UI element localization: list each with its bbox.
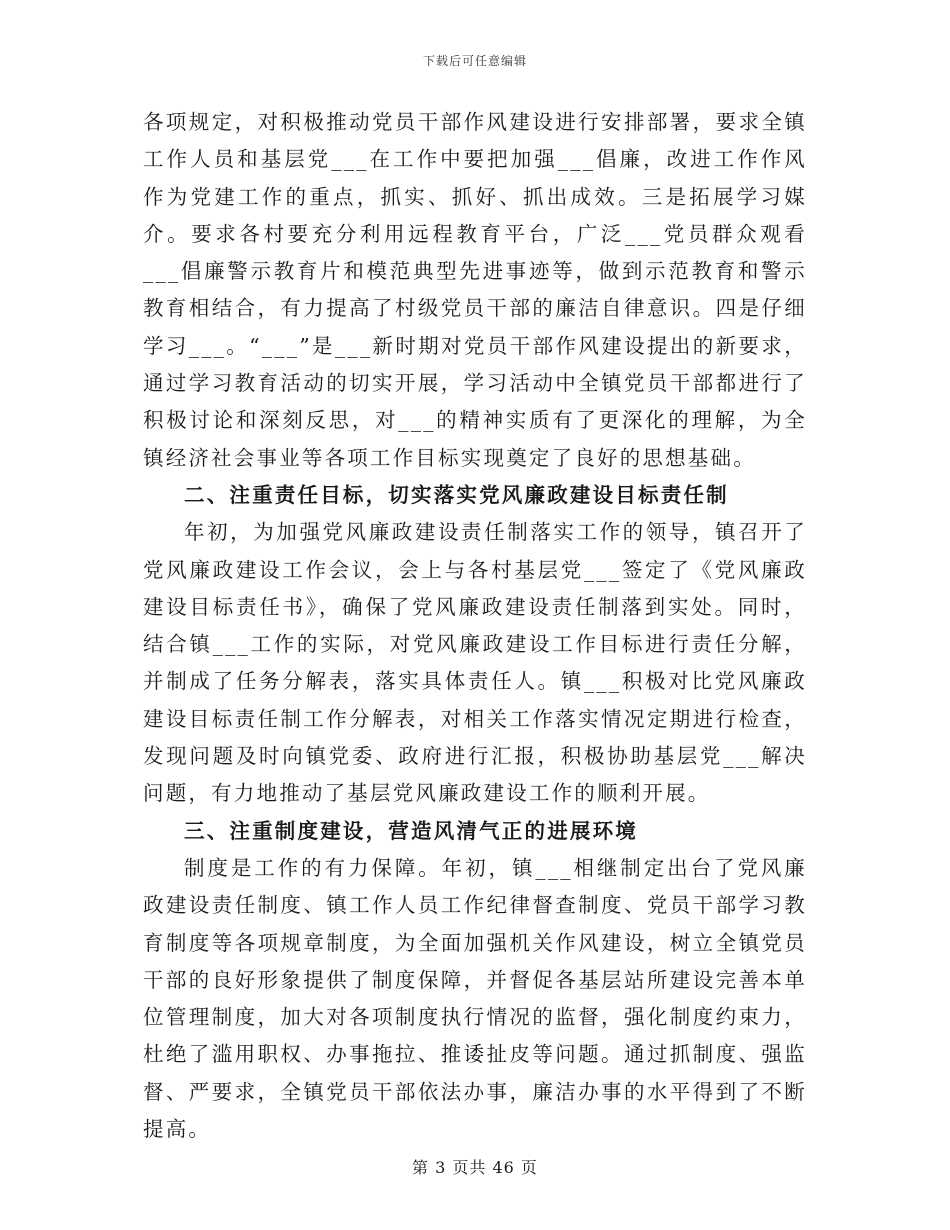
paragraph-continued: 各项规定，对积极推动党员干部作风建设进行安排部署，要求全镇工作人员和基层党___在工作中要把加强___倡廉，改进工作作风作为党建工作的重点，抓实、抓好、抓出成效。三是拓展学习媒介。要求各村要充分利用远程教育平台，广泛___党员群众观看___倡廉警示教育片和模范典型先进事迹等，做到示范教育和警示教育相结合，有力提高了村级党员干部的廉洁自律意识。四是仔细学习___。“___”是___新时期对党员干部作风建设提出的新要求，通过学习教育活动的切实开展，学习活动中全镇党员干部都进行了积极讨论和深刻反思，对___的精神实质有了更深化的理解，为全镇经济社会事业等各项工作目标实现奠定了良好的思想基础。 — [143, 110, 807, 470]
paragraph-section-3: 制度是工作的有力保障。年初，镇___相继制定出台了党风廉政建设责任制度、镇工作人员工作纪律督查制度、党员干部学习教育制度等各项规章制度，为全面加强机关作风建设，树立全镇党员干部的良好形象提供了制度保障，并督促各基层站所建设完善本单位管理制度，加大对各项制度执行情况的监督，强化制度约束力，杜绝了滥用职权、办事拖拉、推诿扯皮等问题。通过抓制度、强监督、严要求，全镇党员干部依法办事，廉洁办事的水平得到了不断提高。 — [143, 855, 807, 1142]
page-number-footer: 第 3 页共 46 页 — [412, 1158, 538, 1177]
page-header: 下载后可任意编辑 — [422, 54, 527, 68]
section-heading-2: 二、注重责任目标，切实落实党风廉政建设目标责任制 — [184, 482, 729, 507]
paragraph-section-2: 年初，为加强党风廉政建设责任制落实工作的领导，镇召开了党风廉政建设工作会议，会上与各村基层党___签定了《党风廉政建设目标责任书》，确保了党风廉政建设责任制落到实处。同时，结合镇___工作的实际，对党风廉政建设工作目标进行责任分解，并制成了任务分解表，落实具体责任人。镇___积极对比党风廉政建设目标责任制工作分解表，对相关工作落实情况定期进行检查，发现问题及时向镇党委、政府进行汇报，积极协助基层党___解决问题，有力地推动了基层党风廉政建设工作的顺利开展。 — [143, 520, 807, 806]
document-body — [143, 104, 807, 1148]
section-heading-3: 三、注重制度建设，营造风清气正的进展环境 — [184, 818, 638, 843]
